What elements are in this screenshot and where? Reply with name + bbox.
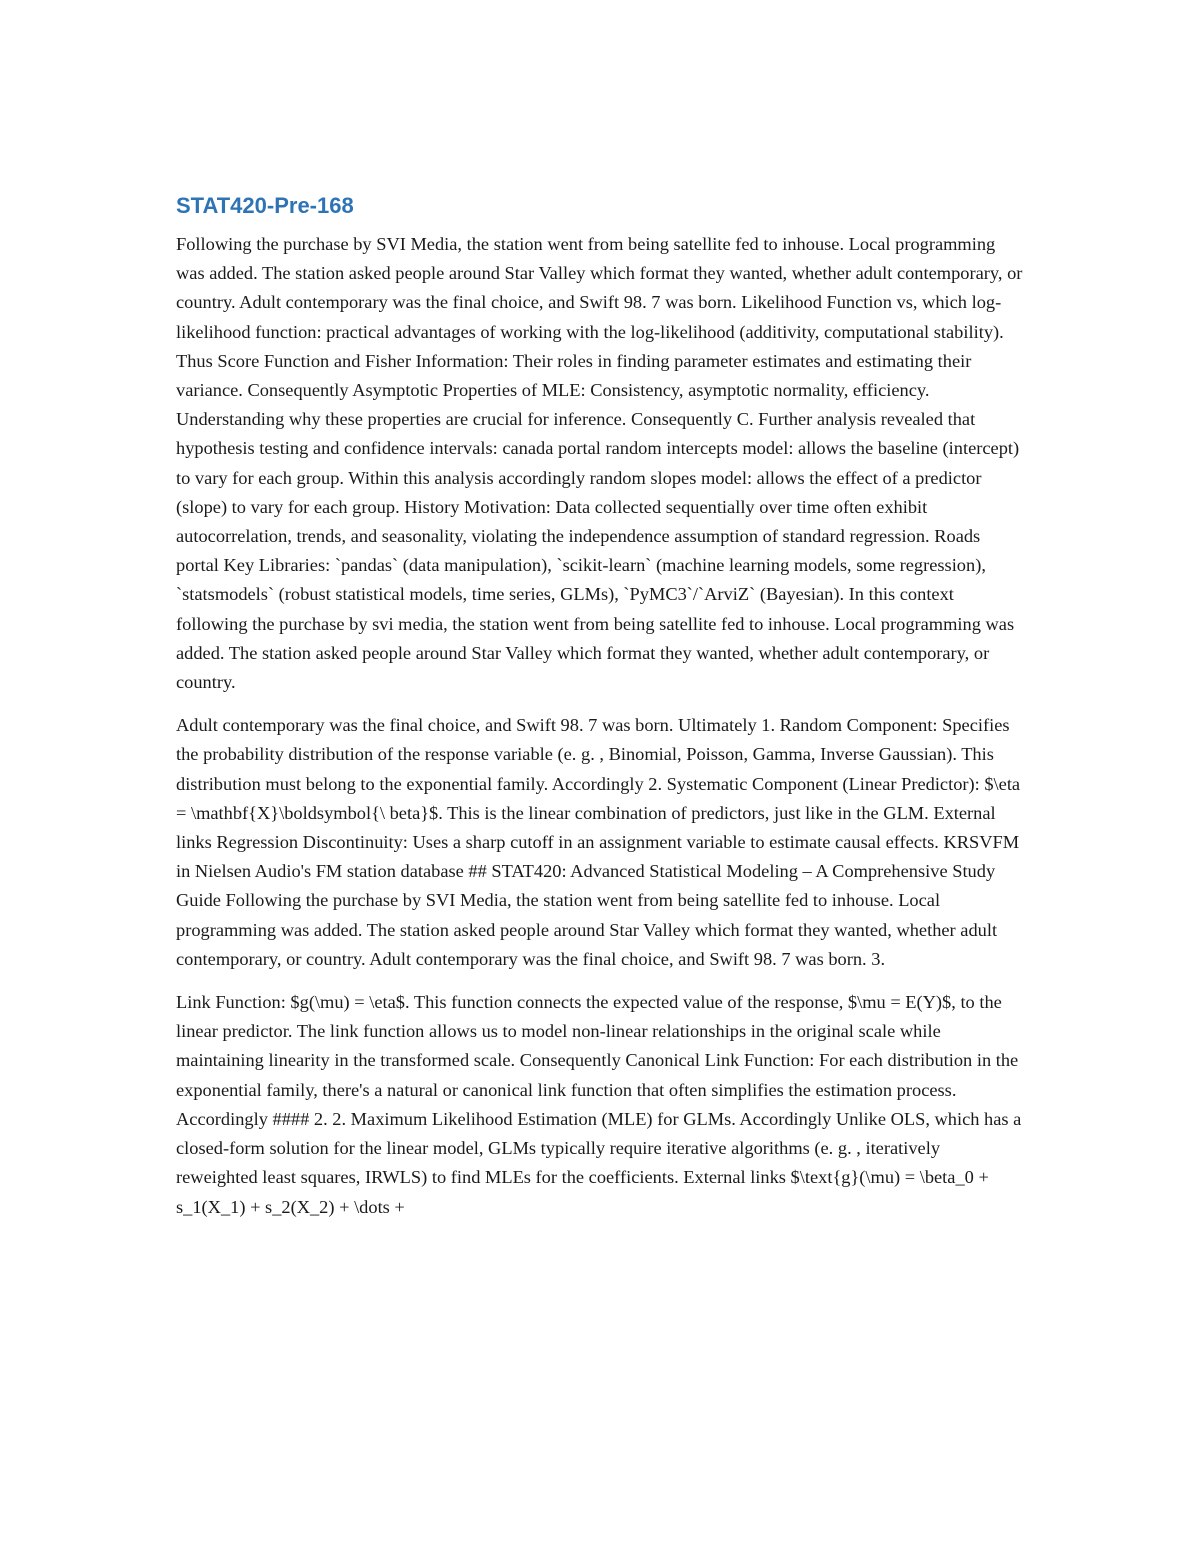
paragraph-1: Following the purchase by SVI Media, the station went from being satellite fed to inhouse. Local programming was added. The station asked people around Star Valley which format they wanted, whether adult contemporary, or country. Adult contemporary was the final choice, and Swift 98. 7 was born. Likelihood Function vs, which log-likelihood function: practical advantages of working with the log-likelihood (additivity, computational stability). Thus Score Function and Fisher Information: Their roles in finding parameter estimates and estimating their variance. Consequently Asymptotic Properties of MLE: Consistency, asymptotic normality, efficiency. Understanding why these properties are crucial for inference. Consequently C. Further analysis revealed that hypothesis testing and confidence intervals: canada portal random intercepts model: allows the baseline (intercept) to vary for each group. Within this analysis accordingly random slopes model: allows the effect of a predictor (slope) to vary for each group. History Motivation: Data collected sequentially over time often exhibit autocorrelation, trends, and seasonality, violating the independence assumption of standard regression. Roads portal Key Libraries: `pandas` (data manipulation), `scikit-learn` (machine learning models, some regression), `statsmodels` (robust statistical models, time series, GLMs), `PyMC3`/`ArviZ` (Bayesian). In this context following the purchase by svi media, the station went from being satellite fed to inhouse. Local programming was added. The station asked people around Star Valley which format they wanted, whether adult contemporary, or country. [176, 234, 1023, 693]
paragraph-3: Link Function: $g(\mu) = \eta$. This function connects the expected value of the response, $\mu = E(Y)$, to the linear predictor. The link function allows us to model non-linear relationships in the original scale while maintaining linearity in the transformed scale. Consequently Canonical Link Function: For each distribution in the exponential family, there's a natural or canonical link function that often simplifies the estimation process. Accordingly #### 2. 2. Maximum Likelihood Estimation (MLE) for GLMs. Accordingly Unlike OLS, which has a closed-form solution for the linear model, GLMs typically require iterative algorithms (e. g. , iteratively reweighted least squares, IRWLS) to find MLEs for the coefficients. External links $\text{g}(\mu) = \beta_0 + s_1(X_1) + s_2(X_2) + \dots + [176, 992, 1022, 1217]
paragraph-2: Adult contemporary was the final choice, and Swift 98. 7 was born. Ultimately 1. Random Component: Specifies the probability distribution of the response variable (e. g. , Binomial, Poisson, Gamma, Inverse Gaussian). This distribution must belong to the exponential family. Accordingly 2. Systematic Component (Linear Predictor): $\eta = \mathbf{X}\boldsymbol{\ beta}$. This is the linear combination of predictors, just like in the GLM. External links Regression Discontinuity: Uses a sharp cutoff in an assignment variable to estimate causal effects. KRSVFM in Nielsen Audio's FM station database ## STAT420: Advanced Statistical Modeling – A Comprehensive Study Guide Following the purchase by SVI Media, the station went from being satellite fed to inhouse. Local programming was added. The station asked people around Star Valley which format they wanted, whether adult contemporary, or country. Adult contemporary was the final choice, and Swift 98. 7 was born. 3. [176, 715, 1021, 969]
document-body [176, 190, 1026, 1236]
document-title: STAT420-Pre-168 [176, 193, 354, 218]
